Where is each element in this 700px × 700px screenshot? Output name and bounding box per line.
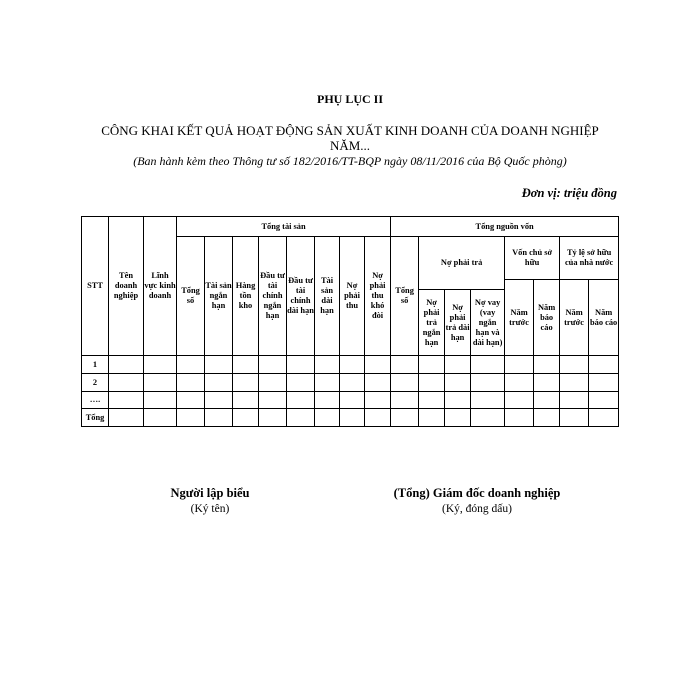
document-subtitle: (Ban hành kèm theo Thông tư số 182/2016/TT-BQP ngày 08/11/2016 của Bộ Quốc phòng) [133,154,567,168]
header-inventory: Hàng tồn kho [233,237,259,356]
table-cell[interactable] [589,409,619,427]
table-cell[interactable] [315,409,340,427]
table-cell[interactable] [589,374,619,392]
table-cell[interactable] [340,409,365,427]
table-cell[interactable] [391,392,419,409]
document-title: CÔNG KHAI KẾT QUẢ HOẠT ĐỘNG SẢN XUẤT KINH DOANH CỦA DOANH NGHIỆP NĂM... [101,123,599,153]
table-cell[interactable] [471,374,505,392]
director-role: (Tổng) Giám đốc doanh nghiệp [393,486,561,500]
table-cell[interactable] [233,356,259,374]
table-cell[interactable] [560,374,589,392]
table-cell[interactable] [315,356,340,374]
table-cell[interactable] [259,356,287,374]
header-ratio-report-year: Năm báo cáo [589,280,619,356]
table-cell[interactable] [109,409,144,427]
preparer-signature-block [140,486,280,515]
director-signature-block [372,486,582,515]
header-long-term-investment: Đầu tư tài chính dài hạn [287,237,315,356]
header-company-name: Tên doanh nghiệp [109,217,144,356]
table-row [82,392,619,409]
table-cell[interactable] [259,409,287,427]
header-short-term-liabilities: Nợ phải trả ngắn hạn [419,290,445,356]
header-total-assets: Tổng tài sản [177,217,391,237]
table-cell[interactable] [144,374,177,392]
preparer-note: (Ký tên) [190,503,230,515]
header-business-field: Lĩnh vực kinh doanh [144,217,177,356]
table-cell[interactable] [365,374,391,392]
header-equity-previous-year: Năm trước [505,280,534,356]
table-cell[interactable] [534,392,560,409]
table-cell[interactable] [144,392,177,409]
table-cell[interactable] [560,409,589,427]
table-cell[interactable] [315,392,340,409]
table-cell[interactable] [340,392,365,409]
table-cell[interactable] [177,392,205,409]
table-cell[interactable] [287,356,315,374]
table-cell[interactable] [177,374,205,392]
table-cell[interactable] [560,356,589,374]
table-cell[interactable] [109,392,144,409]
table-cell[interactable] [471,392,505,409]
table-cell[interactable] [560,392,589,409]
unit-label: Đơn vị: triệu đồng [521,186,617,200]
table-cell[interactable] [534,356,560,374]
table-cell[interactable] [419,374,445,392]
table-cell[interactable] [419,356,445,374]
header-capital-total: Tổng số [391,237,419,356]
table-cell[interactable] [233,409,259,427]
table-cell[interactable] [287,374,315,392]
table-cell[interactable] [471,356,505,374]
table-cell[interactable] [505,374,534,392]
table-cell[interactable] [391,356,419,374]
table-cell[interactable] [365,356,391,374]
header-long-term-assets: Tài sản dài hạn [315,237,340,356]
table-cell[interactable] [340,374,365,392]
table-row [82,409,619,427]
header-owner-equity: Vốn chủ sở hữu [505,237,560,280]
header-receivables: Nợ phải thu [340,237,365,356]
header-total-capital: Tổng nguồn vốn [391,217,619,237]
table-cell[interactable] [445,392,471,409]
row-label: 2 [82,374,109,392]
table-cell[interactable] [259,374,287,392]
table-cell[interactable] [589,392,619,409]
table-cell[interactable] [144,356,177,374]
table-row [82,374,619,392]
header-equity-report-year: Năm báo cáo [534,280,560,356]
table-cell[interactable] [445,374,471,392]
preparer-role: Người lập biểu [170,486,250,500]
table-cell[interactable] [205,356,233,374]
table-cell[interactable] [505,392,534,409]
table-cell[interactable] [589,356,619,374]
table-cell[interactable] [505,409,534,427]
table-cell[interactable] [419,409,445,427]
header-loans: Nợ vay (vay ngắn hạn và dài hạn) [471,290,505,356]
table-cell[interactable] [391,409,419,427]
table-cell[interactable] [109,374,144,392]
header-liabilities: Nợ phải trả [419,237,505,290]
row-label: Tổng [82,409,109,427]
table-cell[interactable] [287,392,315,409]
table-cell[interactable] [534,409,560,427]
header-short-term-investment: Đầu tư tài chính ngắn hạn [259,237,287,356]
table-cell[interactable] [445,356,471,374]
table-cell[interactable] [391,374,419,392]
header-assets-total: Tổng số [177,237,205,356]
table-cell[interactable] [233,392,259,409]
table-cell[interactable] [315,374,340,392]
director-note: (Ký, đóng dấu) [442,503,512,515]
table-cell[interactable] [259,392,287,409]
appendix-label: PHỤ LỤC II [316,92,383,106]
table-cell[interactable] [534,374,560,392]
table-cell[interactable] [233,374,259,392]
row-label: 1 [82,356,109,374]
table-cell[interactable] [287,409,315,427]
table-cell[interactable] [365,409,391,427]
table-cell[interactable] [109,356,144,374]
table-cell[interactable] [205,392,233,409]
table-body [82,356,619,427]
header-stt: STT [82,217,109,356]
table-cell[interactable] [340,356,365,374]
table-cell[interactable] [365,392,391,409]
report-table [81,216,619,427]
header-doubtful-receivables: Nợ phải thu khó đòi [365,237,391,356]
table-cell[interactable] [144,409,177,427]
table-cell[interactable] [445,409,471,427]
header-ratio-previous-year: Năm trước [560,280,589,356]
header-short-term-assets: Tài sản ngắn hạn [205,237,233,356]
header-long-term-liabilities: Nợ phải trả dài hạn [445,290,471,356]
table-cell[interactable] [205,409,233,427]
table-cell[interactable] [177,409,205,427]
table-cell[interactable] [205,374,233,392]
table-cell[interactable] [177,356,205,374]
table-cell[interactable] [505,356,534,374]
table-cell[interactable] [471,409,505,427]
header-state-ownership-ratio: Tỷ lệ sở hữu của nhà nước [560,237,619,280]
table-row [82,356,619,374]
row-label: …. [82,392,109,409]
table-cell[interactable] [419,392,445,409]
